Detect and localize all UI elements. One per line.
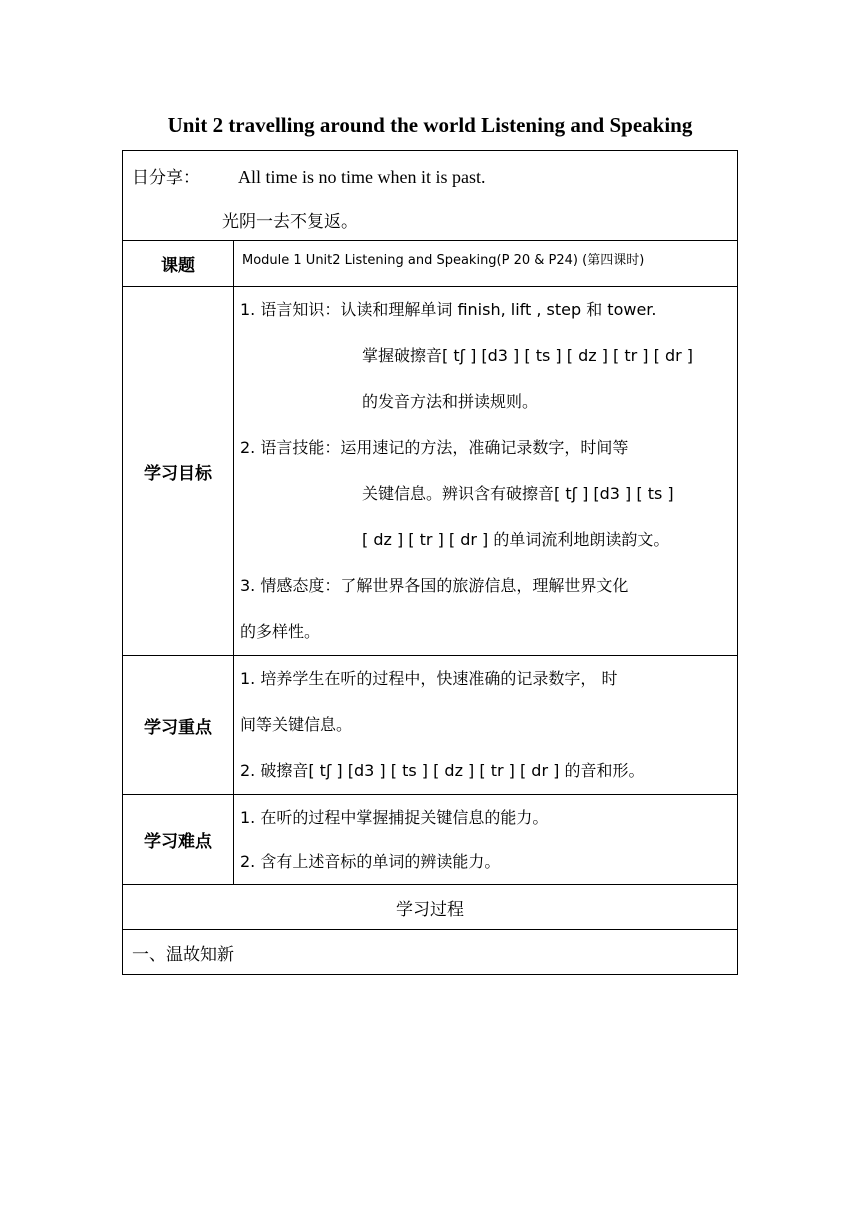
difficulties-row [123,795,738,885]
daily-share-line [132,163,485,188]
difficulties-content [234,795,738,885]
objectives-row [123,287,738,656]
process-section-row [123,930,738,975]
objective-line: 的多样性。 [240,622,321,641]
objective-line: 3. 情感态度：了解世界各国的旅游信息，理解世界文化 [240,576,629,595]
daily-share-label: 日分享： [132,168,200,188]
process-header-row [123,885,738,930]
objective-line: [ dz ] [ tr ] [ dr ] 的单词流利地朗读韵文。 [362,530,670,549]
objective-line: 1. 语言知识：认读和理解单词 finish, lift , step 和 tower. [240,300,657,319]
objective-line: 关键信息。辨识含有破擦音[ tʃ ] [d3 ] [ ts ] [362,484,674,503]
process-label: 学习过程 [123,885,738,930]
objectives-label: 学习目标 [123,287,234,656]
objective-line: 掌握破擦音[ tʃ ] [d3 ] [ ts ] [ dz ] [ tr ] [ dr ] [362,346,694,365]
objective-line: 2. 语言技能：运用速记的方法，准确记录数字，时间等 [240,438,629,457]
key-point-line: 2. 破擦音[ tʃ ] [d3 ] [ ts ] [ dz ] [ tr ] [ dr ] 的音和形。 [240,761,645,780]
daily-share-quote-zh: 光阴一去不复返。 [222,212,358,232]
daily-share-quote-en: All time is no time when it is past. [238,167,486,187]
difficulty-line: 2. 含有上述音标的单词的辨读能力。 [240,851,501,871]
topic-label: 课题 [123,241,234,287]
document-title: Unit 2 travelling around the world Listening and Speaking [167,113,693,137]
daily-share-row [123,151,738,241]
key-points-label: 学习重点 [123,656,234,795]
difficulties-label: 学习难点 [123,795,234,885]
lesson-plan-table [122,150,738,975]
key-point-line: 间等关键信息。 [240,715,353,734]
process-first-section: 一、温故知新 [123,930,738,975]
topic-row [123,241,738,287]
key-points-row [123,656,738,795]
objectives-content [234,287,738,656]
topic-value: Module 1 Unit2 Listening and Speaking(P 20 & P24) (第四课时) [234,241,738,287]
daily-share-cell [123,151,738,241]
key-points-content [234,656,738,795]
objective-line: 的发音方法和拼读规则。 [362,392,539,411]
key-point-line: 1. 培养学生在听的过程中，快速准确的记录数字， 时 [240,669,618,688]
difficulty-line: 1. 在听的过程中掌握捕捉关键信息的能力。 [240,807,549,827]
